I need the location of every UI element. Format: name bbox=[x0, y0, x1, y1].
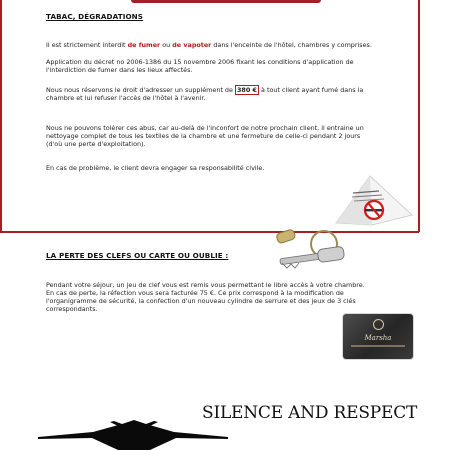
top-decoration bbox=[131, 0, 321, 3]
frame-border-right bbox=[418, 0, 420, 232]
card-subline bbox=[351, 345, 405, 347]
text-span: à tout client ayant fumé dans la bbox=[258, 86, 364, 94]
lost-keys-paragraph bbox=[46, 281, 416, 313]
abuse-line: nettoyage complet de tous les textiles de la chambre et une fermeture de celle-ci pendant 2 jours bbox=[46, 132, 361, 141]
hotel-key-card-image bbox=[343, 314, 413, 359]
abuse-line: (d'où une perte d'exploitation). bbox=[46, 140, 146, 149]
abuse-line: Nous ne pouvons tolérer ces abus, car au-delà de l'inconfort de notre prochain client, il entraine un bbox=[46, 124, 364, 132]
surcharge-amount: 380 € bbox=[236, 86, 257, 94]
black-emblem-graphic bbox=[38, 420, 228, 450]
abuse-paragraph bbox=[46, 124, 418, 148]
smoking-section-heading: TABAC, DÉGRADATIONS bbox=[46, 12, 144, 21]
text-span: Nous nous réservons le droit d'adresser un supplément de bbox=[46, 86, 235, 94]
decree-line: l'interdiction de fumer dans les lieux affectés. bbox=[46, 66, 193, 75]
decree-paragraph bbox=[46, 58, 416, 74]
silence-respect-title: SILENCE AND RESPECT bbox=[202, 403, 418, 423]
lost-keys-line: correspondants. bbox=[46, 305, 98, 314]
surcharge-paragraph bbox=[46, 86, 416, 102]
text-span: dans l'enceinte de l'hôtel, chambres y comprises. bbox=[211, 41, 372, 49]
card-logo-icon bbox=[373, 319, 384, 330]
decree-line: Application du décret no 2006-1386 du 15 novembre 2006 fixant les conditions d'application de bbox=[46, 58, 354, 66]
text-span: Il est strictement interdit bbox=[46, 41, 128, 49]
surcharge-line: chambre et lui refuser l'accès de l'hôtel à l'avenir. bbox=[46, 94, 206, 103]
vaping-term: de vapoter bbox=[172, 41, 212, 49]
liability-paragraph: En cas de problème, le client devra engager sa responsabilité civile. bbox=[46, 164, 265, 172]
frame-border-bottom bbox=[0, 231, 419, 233]
key-image bbox=[270, 228, 352, 278]
no-smoking-sign-image bbox=[332, 173, 416, 226]
text-span: ou bbox=[160, 41, 173, 49]
card-hotel-name: Marsha bbox=[364, 334, 392, 342]
lost-keys-line: En cas de perte, la réfection vous sera facturée 75 €. Ce prix correspond à la modification de bbox=[46, 289, 344, 298]
surcharge-line bbox=[46, 86, 416, 94]
smoking-term: de fumer bbox=[127, 41, 161, 49]
lost-keys-line: Pendant votre séjour, un jeu de clef vous est remis vous permettant le libre accès à votre chambre. bbox=[46, 281, 365, 289]
frame-border-left bbox=[0, 0, 2, 232]
lost-keys-line: l'organigramme de sécurité, la confection d'un nouveau cylindre de serrure et des jeux de 3 clés bbox=[46, 297, 356, 306]
smoking-ban-paragraph bbox=[46, 41, 416, 49]
lost-keys-section-heading: LA PERTE DES CLEFS OU CARTE OU OUBLIE : bbox=[46, 251, 229, 260]
